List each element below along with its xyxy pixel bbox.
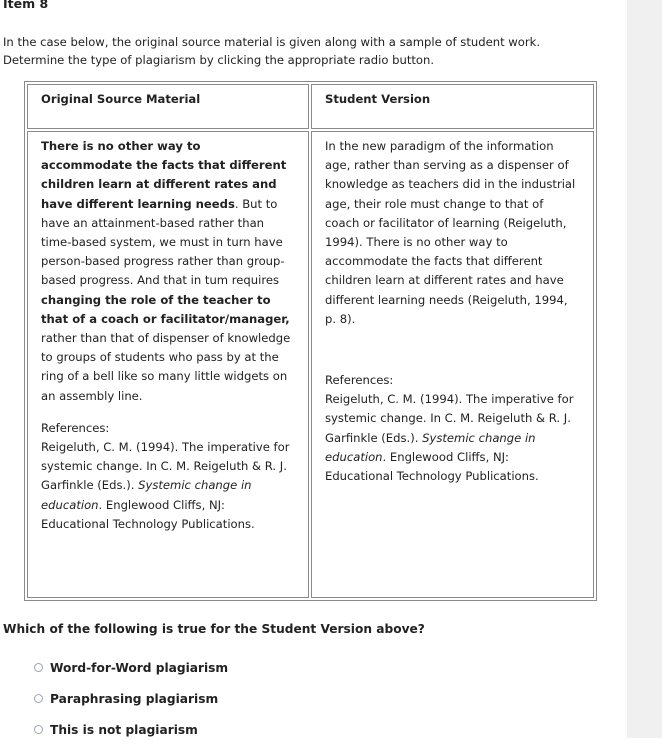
references-label: References: (41, 420, 110, 435)
student-reference-title: Systemic change in education (325, 430, 536, 464)
student-version-header: Student Version (311, 84, 594, 129)
option-label: This is not plagiarism (50, 722, 198, 737)
student-reference-entry (325, 390, 580, 486)
instructions-line-1: In the case below, the original source material is given along with a sample of student work. (3, 35, 541, 49)
radio-button[interactable] (34, 663, 43, 672)
student-reference-text-a: Reigeluth, C. M. (1994). The imperative for systemic change. In C. M. Reigeluth & R. J. Garfinkle (Eds.). (325, 392, 574, 445)
student-references-label: References: (325, 373, 394, 388)
side-panel (627, 0, 662, 738)
student-version-cell (311, 131, 594, 598)
original-passage (41, 137, 295, 406)
original-source-cell (27, 131, 309, 598)
question-prompt: Which of the following is true for the Student Version above? (3, 622, 425, 636)
option-label: Word-for-Word plagiarism (50, 660, 229, 675)
student-reference-text-b: . Englewood Cliffs, NJ: Educational Technology Publications. (325, 449, 539, 484)
original-bold-1: There is no other way to accommodate the facts that different children learn at different rates and have different learning needs (41, 139, 287, 211)
option-label: Paraphrasing plagiarism (50, 691, 219, 706)
option-word-for-word[interactable] (34, 652, 228, 683)
reference-entry (41, 438, 295, 534)
radio-button[interactable] (34, 725, 43, 734)
original-text-2: rather than that of dispenser of knowledge to groups of students who pass by at the ring of a bell like so many little widgets on an assembly line. (41, 331, 291, 403)
item-title: Item 8 (3, 0, 49, 11)
original-source-header: Original Source Material (27, 84, 309, 129)
answer-options (34, 652, 228, 745)
option-paraphrasing[interactable] (34, 683, 228, 714)
reference-text-b: . Englewood Cliffs, NJ: Educational Technology Publications. (41, 497, 255, 531)
student-passage: In the new paradigm of the information age, rather than serving as a dispenser of knowledge as teachers did in the industrial age, their role must change to that of coach or facilitator of learning (Reigeluth, 1994). There is no other way to accommodate the facts that different children learn at different rates and have different learning needs (Reigeluth, 1994, p. 8). (325, 139, 576, 326)
radio-button[interactable] (34, 694, 43, 703)
instructions-line-2: Determine the type of plagiarism by clicking the appropriate radio button. (3, 53, 435, 67)
reference-text-a: Reigeluth, C. M. (1994). The imperative for systemic change. In C. M. Reigeluth & R. J. Garfinkle (Eds.). (41, 440, 290, 493)
reference-title: Systemic change in education (41, 478, 252, 512)
instructions (3, 33, 603, 69)
original-text-1: . But to have an attainment-based rather than time-based system, we must in turn have person-based progress rather than group-based progress. And that in tum requires (41, 196, 285, 288)
option-not-plagiarism[interactable] (34, 714, 228, 745)
comparison-table (24, 81, 597, 601)
original-bold-2: changing the role of the teacher to that of a coach or facilitator/manager, (41, 292, 290, 326)
